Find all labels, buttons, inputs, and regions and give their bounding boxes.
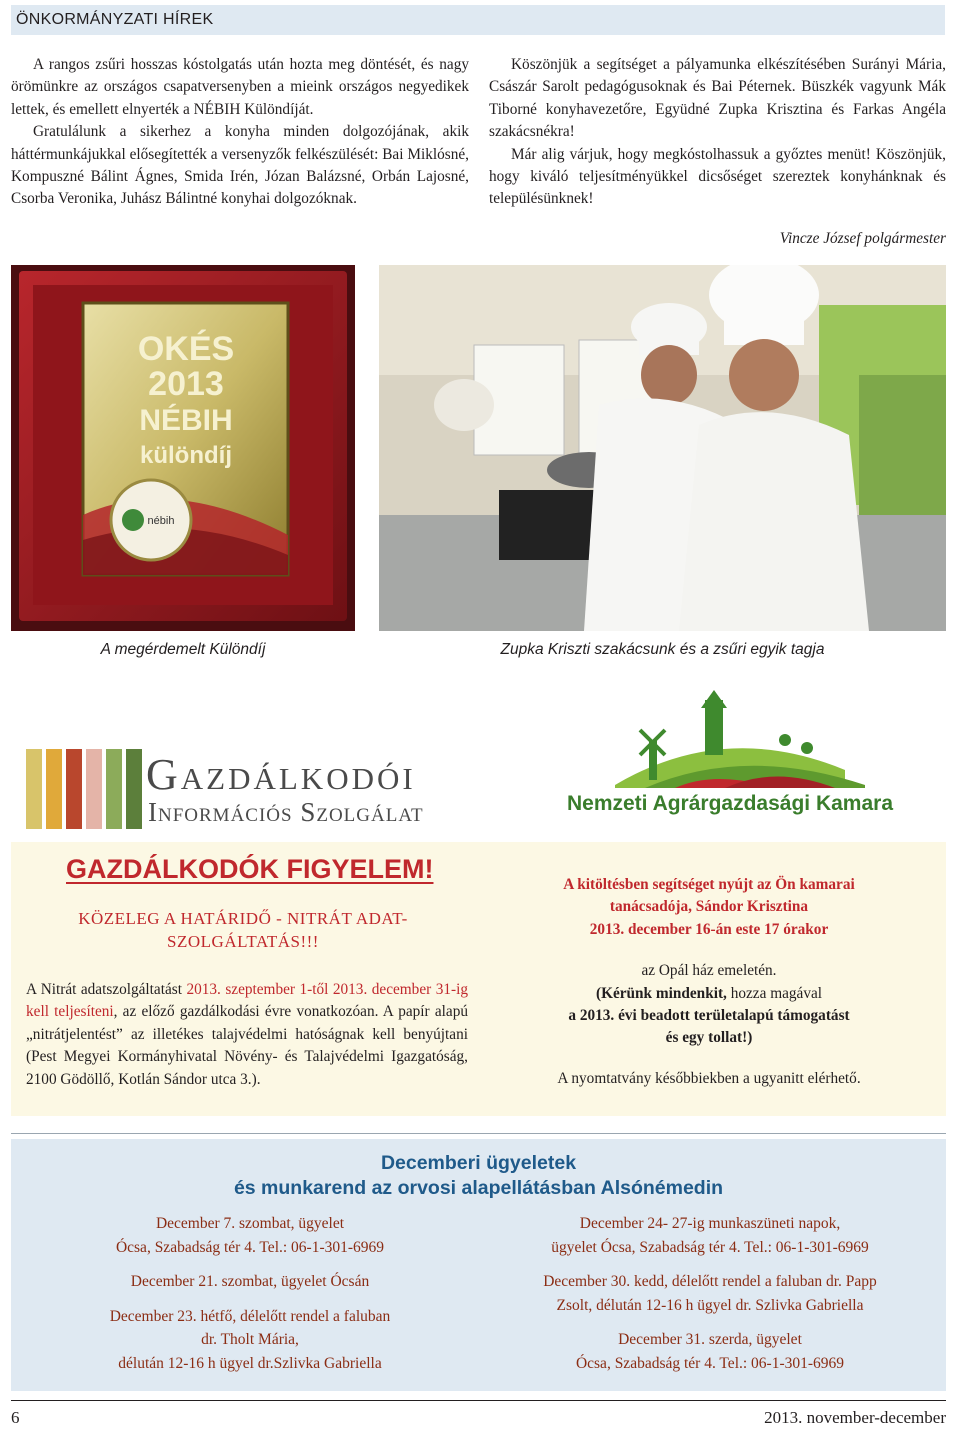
kitchen-photo xyxy=(379,265,946,631)
badge-text: nébih xyxy=(147,515,175,527)
nak-landscape-icon xyxy=(545,690,915,788)
notice-body: A Nitrát adatszolgáltatást 2013. szeptember 1-től 2013. december 31-ig kell teljesíteni, az előző gazdálkodási évre vonatkozóan. A papír alapú „nitrátjelentést” az illetékes talajvédelmi hatóságnak kell benyújtani (Pest Megyei Kormányhivatal Növény- és Talajvédelmi Igazgatóság, 2100 Gödöllő, Kotlán Sándor utca 3.). xyxy=(26,981,469,1088)
issue-date: 2013. november-december xyxy=(764,1408,946,1427)
duty-entry: December 24- 27-ig munkaszüneti napok, ügyelet Ócsa, Szabadság tér 4. Tel.: 06-1-301-6969 xyxy=(551,1215,869,1256)
duty-right-column xyxy=(490,1212,930,1375)
page-number: 6 xyxy=(11,1408,20,1427)
footer-rule xyxy=(11,1400,946,1401)
section-header xyxy=(11,5,945,35)
award-text: NÉBIH xyxy=(139,404,233,437)
duty-entry: December 30. kedd, délelőtt rendel a faluban dr. Papp Zsolt, délután 12-16 h ügyel dr. Szlivka Gabriella xyxy=(543,1273,877,1314)
help-line: tanácsadója, Sándor Krisztina xyxy=(609,898,809,916)
help-line: 2013. december 16-án este 17 órakor xyxy=(589,920,829,938)
caption-kitchen: Zupka Kriszti szakácsunk és a zsűri egyik tagja xyxy=(500,641,825,658)
chef-kitchen-image xyxy=(379,265,946,631)
signature: Vincze József polgármester xyxy=(779,230,946,247)
deadline-text: 2013. szeptember 1-től 2013. december 31-ig kell teljesíteni xyxy=(26,981,468,1021)
notice-help: A kitöltésben segítséget nyújt az Ön kamarai tanácsadója, Sándor Krisztina 2013. december 16-án este 17 órakor az Opál ház emeletén. (Kérünk mindenkit, hozza magával a 2013. évi beadott területalapú támogatást és egy tollat!) A nyomtatvány későbbiekben a ugyanitt elérhető. xyxy=(488,874,930,1090)
article-paragraph: Gratulálunk a sikerhez a konyha minden dolgozójának, akik háttérmunkájukkal elősegítették a versenyzők felkészülését: Bai Miklósné, Kompuszné Bálint Ágnes, Smida Irén, Józan Balázsné, Orbán Lajosné, Csorba Veronika, Juhász Bálintné konyhai dolgozóknak. xyxy=(11,123,469,208)
award-text: 2013 xyxy=(148,365,224,403)
article-paragraph: A rangos zsűri hosszas kóstolgatás után hozta meg döntését, és nagy örömünkre az országos csapatversenyben a mieink országos negyedikek lettek, és emellett elnyerték a NÉBIH Különdíját. xyxy=(11,56,469,118)
grain-stripes-icon xyxy=(24,749,144,829)
duty-title: Decemberi ügyeletek és munkarend az orvosi alapellátásban Alsónémedin xyxy=(233,1152,724,1199)
award-text: különdíj xyxy=(140,442,232,469)
gazd-logo-line1: Gazdálkodói xyxy=(146,750,416,799)
notice-subtitle: KÖZELEG A HATÁRIDŐ - NITRÁT ADAT- SZOLGÁLTATÁS!!! xyxy=(78,909,408,951)
caption-award: A megérdemelt Különdíj xyxy=(100,641,266,658)
nak-logo xyxy=(545,690,915,825)
article-paragraph: Már alig várjuk, hogy megkóstolhassuk a győztes menüt! Köszönjük, hogy kiváló teljesítményükkel dicsőséget szereztek konyhánknak és településünknek! xyxy=(489,145,946,208)
duty-entry: December 7. szombat, ügyelet Ócsa, Szabadság tér 4. Tel.: 06-1-301-6969 xyxy=(115,1215,385,1256)
gazd-logo-line2: Információs Szolgálat xyxy=(148,797,424,827)
place-text: az Opál ház emeletén. xyxy=(641,962,777,980)
article-left-column xyxy=(11,54,469,211)
notice-title: GAZDÁLKODÓK FIGYELEM! xyxy=(66,854,434,884)
later-text: A nyomtatvány későbbiekben a ugyanitt elérhető. xyxy=(557,1069,861,1087)
divider xyxy=(11,1133,946,1134)
nak-logo-text: Nemzeti Agrárgazdasági Kamara xyxy=(545,788,915,820)
duty-left-column xyxy=(30,1212,470,1375)
award-plaque-image xyxy=(11,265,355,631)
section-title: ÖNKORMÁNYZATI HÍREK xyxy=(16,11,214,28)
article-right-column xyxy=(489,54,946,211)
help-line: A kitöltésben segítséget nyújt az Ön kamarai xyxy=(563,876,855,893)
award-photo xyxy=(11,265,355,631)
gazdalkodoi-logo xyxy=(24,749,494,831)
duty-entry: December 21. szombat, ügyelet Ócsán xyxy=(130,1273,370,1290)
award-text: OKÉS xyxy=(137,330,235,368)
duty-entry: December 31. szerda, ügyelet Ócsa, Szabadság tér 4. Tel.: 06-1-301-6969 xyxy=(575,1331,845,1372)
duty-entry: December 23. hétfő, délelőtt rendel a faluban dr. Tholt Mária, délután 12-16 h ügyel dr.Szlivka Gabriella xyxy=(109,1307,391,1372)
article-paragraph: Köszönjük a segítséget a pályamunka elkészítésében Surányi Mária, Császár Sarolt pedagógusoknak és Bai Péternek. Büszkék vagyunk Mák Tiborné konyhavezetőre, Együdné Zupka Krisztina és Farkas Angéla szakácsnékra! xyxy=(489,56,946,141)
